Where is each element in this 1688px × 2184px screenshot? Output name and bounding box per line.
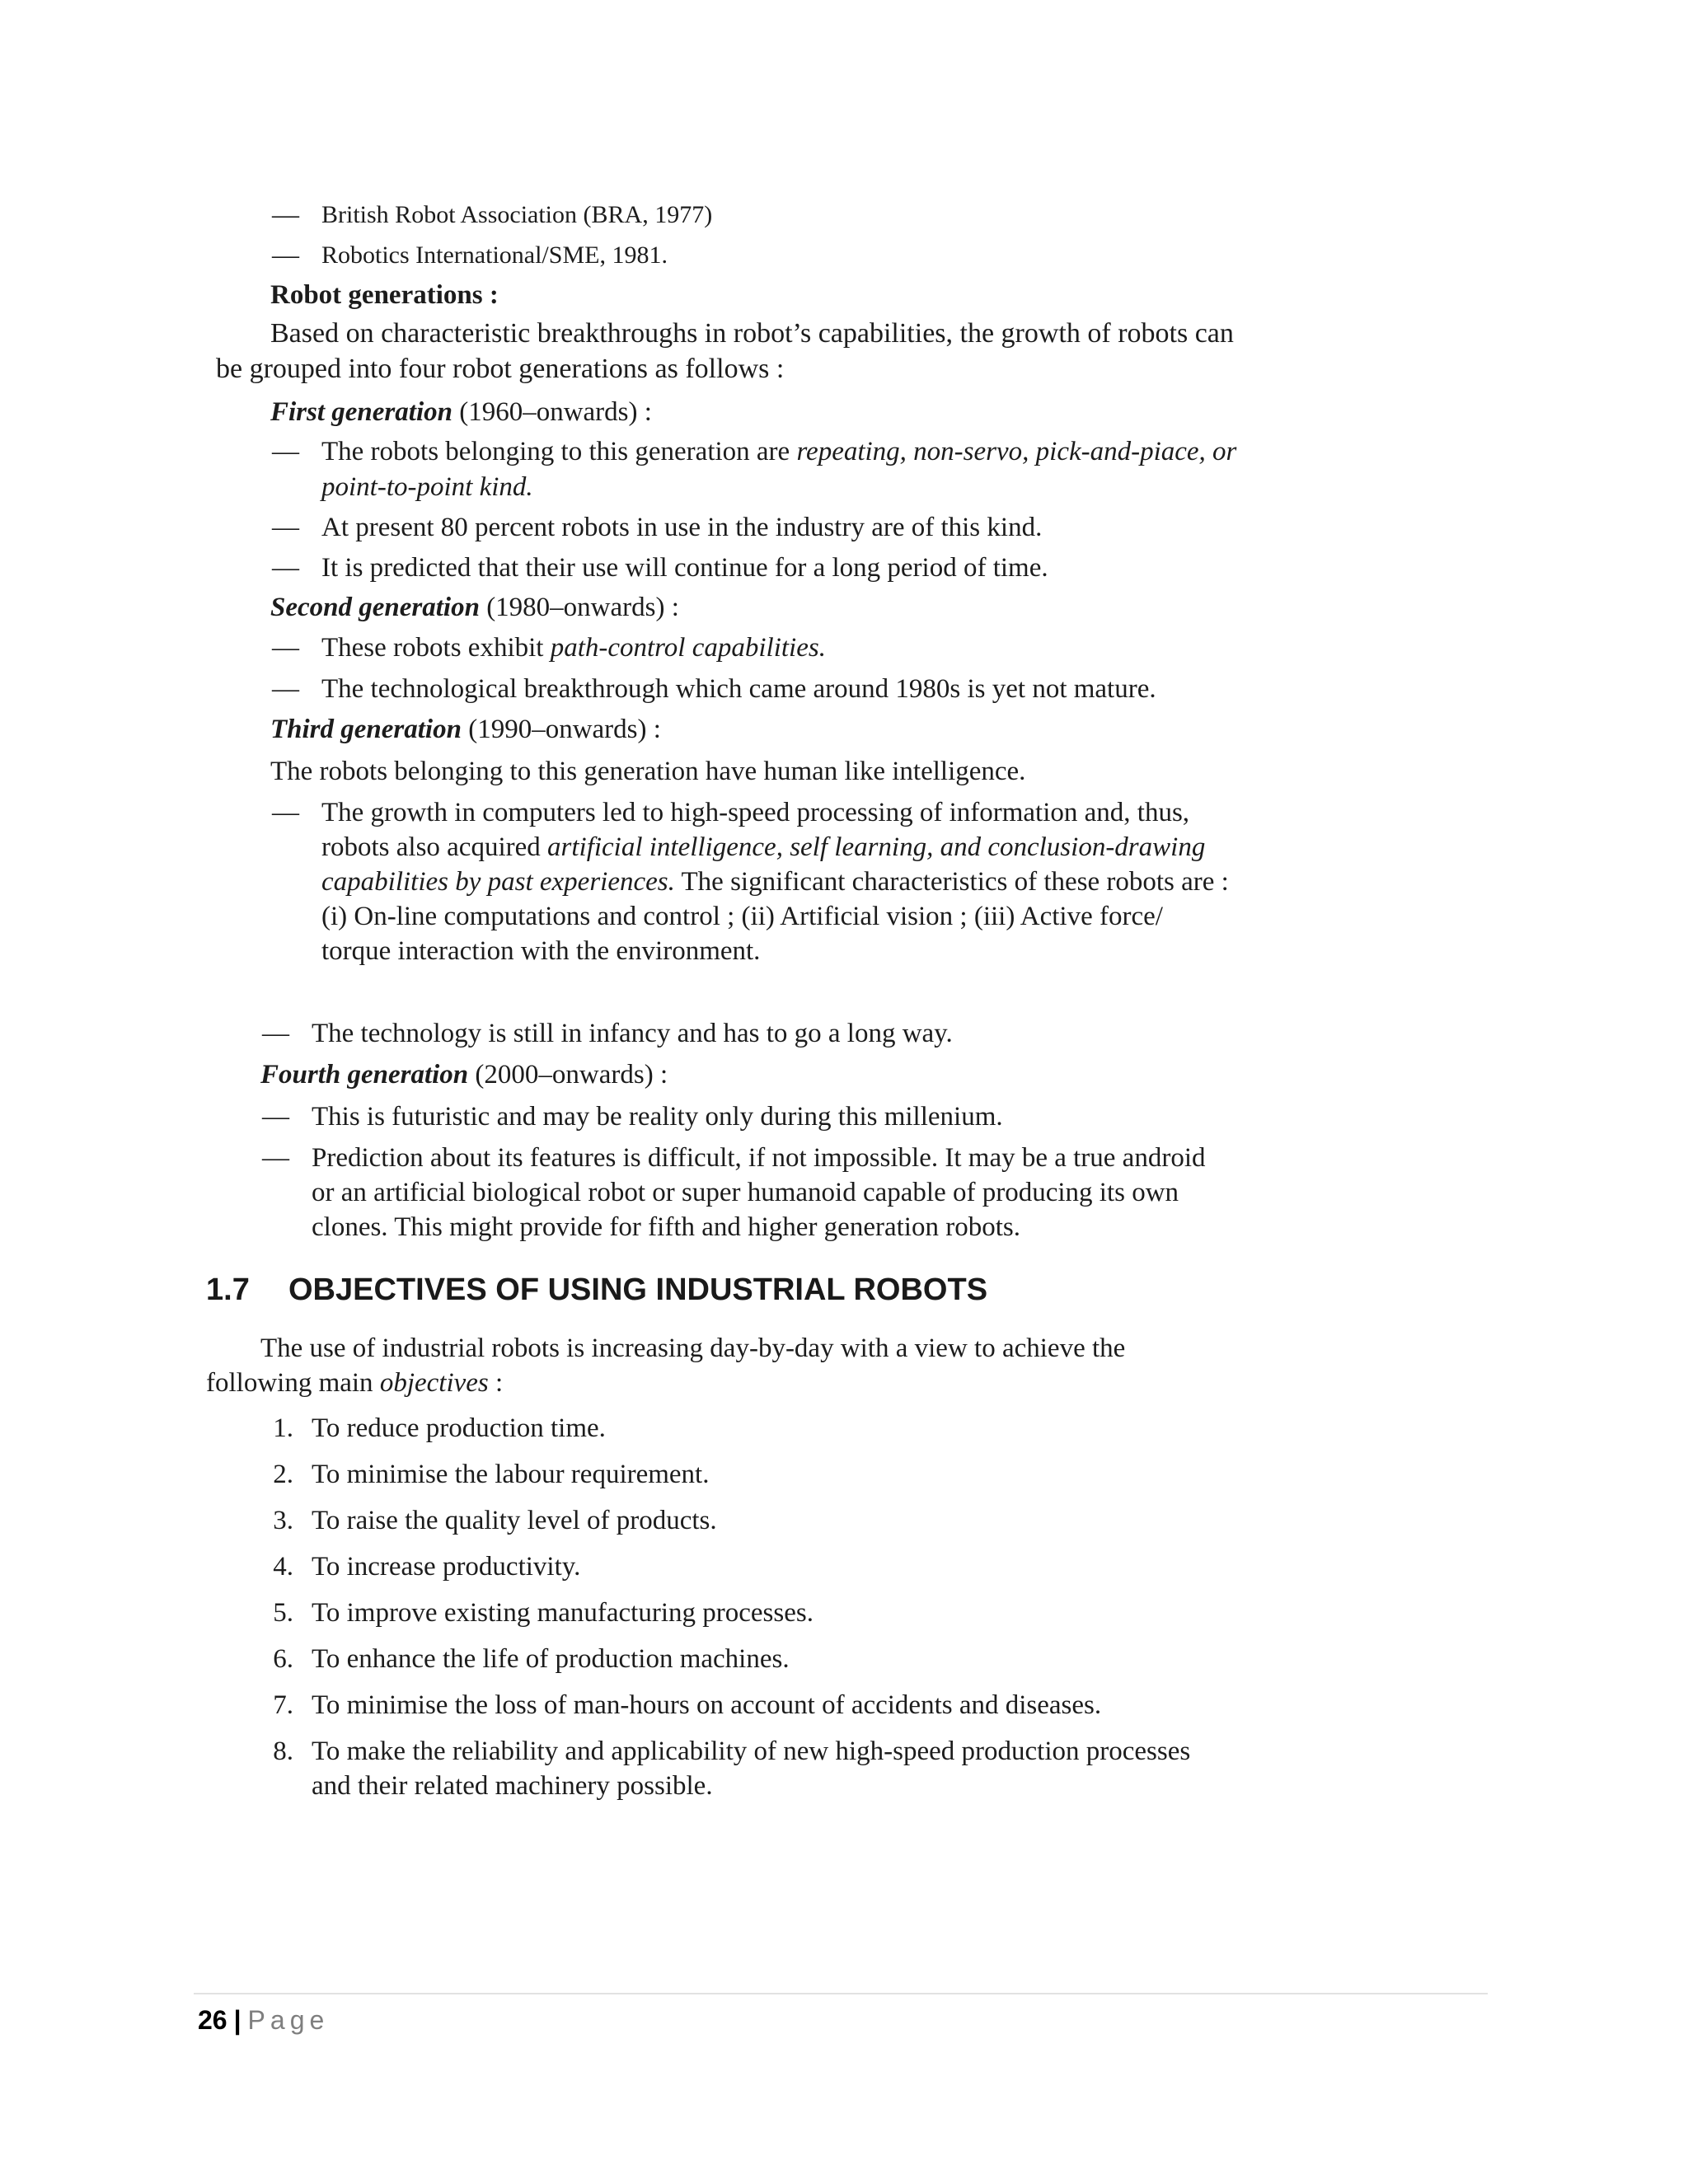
list-number: 7.: [273, 1690, 293, 1720]
fourth-gen-bullet-1: This is futuristic and may be reality only during this millenium.: [312, 1102, 1003, 1132]
fourth-gen-bullet-2-cont: or an artificial biological robot or super humanoid capable of producing its own: [312, 1178, 1179, 1207]
second-gen-bullet-2: The technological breakthrough which came around 1980s is yet not mature.: [321, 674, 1156, 704]
org-item: Robotics International/SME, 1981.: [321, 241, 668, 269]
list-number: 4.: [273, 1552, 293, 1582]
bullet-dash: —: [272, 633, 299, 663]
bullet-dash: —: [262, 1102, 289, 1132]
robot-generations-heading: Robot generations :: [270, 280, 499, 310]
list-item: To minimise the labour requirement.: [312, 1460, 710, 1489]
bullet-dash: —: [272, 798, 299, 827]
list-number: 1.: [273, 1413, 293, 1443]
page-number: 26: [198, 2005, 227, 2035]
list-item: To increase productivity.: [312, 1552, 581, 1582]
second-gen-bullet-1: These robots exhibit path-control capabilities.: [321, 633, 826, 663]
third-generation-subheading: Third generation (1990–onwards) :: [270, 715, 661, 744]
third-gen-intro: The robots belonging to this generation have human like intelligence.: [270, 757, 1026, 786]
footer-separator: |: [233, 2005, 241, 2035]
third-gen-bullet-1: The growth in computers led to high-speed processing of information and, thus,: [321, 798, 1190, 827]
bullet-dash: —: [262, 1143, 289, 1173]
fourth-gen-bullet-2-cont: clones. This might provide for fifth and higher generation robots.: [312, 1212, 1020, 1242]
fourth-gen-bullet-2: Prediction about its features is difficult, if not impossible. It may be a true android: [312, 1143, 1206, 1173]
bullet-dash: —: [262, 1019, 289, 1048]
intro-text: Based on characteristic breakthroughs in robot’s capabilities, the growth of robots can: [270, 318, 1234, 349]
list-item: To improve existing manufacturing processes.: [312, 1598, 814, 1628]
bullet-dash: —: [272, 513, 299, 542]
page-label: Page: [247, 2005, 330, 2035]
third-gen-bullet-1-cont: capabilities by past experiences. The significant characteristics of these robots are :: [321, 867, 1229, 897]
list-item: To enhance the life of production machines.: [312, 1644, 790, 1674]
first-generation-subheading: First generation (1960–onwards) :: [270, 397, 652, 427]
bullet-dash: —: [272, 437, 299, 466]
first-gen-bullet-1: The robots belonging to this generation are repeating, non-servo, pick-and-piace, or: [321, 437, 1237, 466]
fourth-generation-subheading: Fourth generation (2000–onwards) :: [260, 1060, 668, 1090]
section-intro: The use of industrial robots is increasing day-by-day with a view to achieve the: [260, 1333, 1126, 1363]
list-item-cont: and their related machinery possible.: [312, 1771, 713, 1801]
third-gen-bullet-1-cont: robots also acquired artificial intelligence, self learning, and conclusion-drawing: [321, 832, 1206, 862]
list-number: 6.: [273, 1644, 293, 1674]
list-item: To raise the quality level of products.: [312, 1506, 717, 1535]
list-item: To minimise the loss of man-hours on account of accidents and diseases.: [312, 1690, 1102, 1720]
list-item: To make the reliability and applicability of new high-speed production processes: [312, 1736, 1191, 1766]
first-gen-bullet-3: It is predicted that their use will continue for a long period of time.: [321, 553, 1048, 583]
first-gen-bullet-2: At present 80 percent robots in use in the industry are of this kind.: [321, 513, 1043, 542]
list-number: 3.: [273, 1506, 293, 1535]
third-gen-bullet-1-cont: (i) On-line computations and control ; (ii) Artificial vision ; (iii) Active force/: [321, 902, 1163, 931]
list-number: 8.: [273, 1736, 293, 1766]
bullet-dash: —: [272, 200, 299, 230]
section-intro-cont: following main objectives :: [206, 1368, 504, 1398]
bullet-dash: —: [272, 241, 299, 270]
second-generation-subheading: Second generation (1980–onwards) :: [270, 593, 679, 622]
bullet-dash: —: [272, 674, 299, 704]
intro-text: be grouped into four robot generations as follows :: [216, 354, 785, 384]
third-gen-bullet-1-cont: torque interaction with the environment.: [321, 936, 761, 966]
page-footer: [198, 2003, 329, 2037]
list-number: 2.: [273, 1460, 293, 1489]
footer-divider: [194, 1993, 1488, 1994]
list-number: 5.: [273, 1598, 293, 1628]
first-gen-bullet-1-cont: point-to-point kind.: [321, 472, 533, 502]
third-gen-bullet-2: The technology is still in infancy and has to go a long way.: [312, 1019, 953, 1048]
bullet-dash: —: [272, 553, 299, 583]
list-item: To reduce production time.: [312, 1413, 606, 1443]
org-item: British Robot Association (BRA, 1977): [321, 201, 713, 228]
section-heading: 1.7 OBJECTIVES OF USING INDUSTRIAL ROBOTS: [206, 1272, 988, 1307]
